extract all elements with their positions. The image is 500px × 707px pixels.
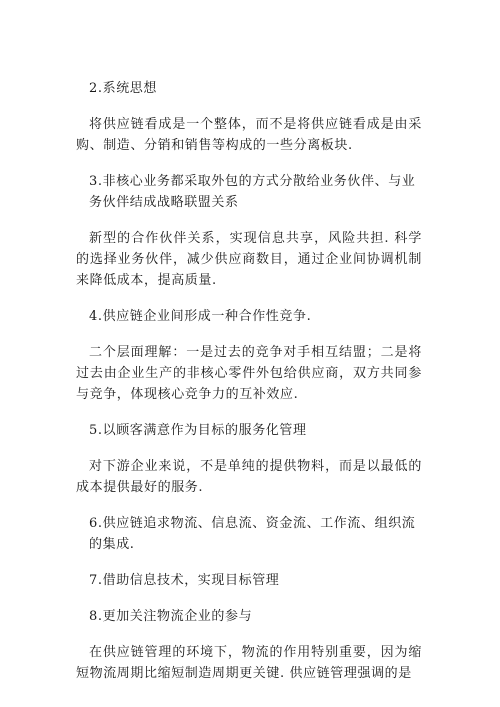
- section-heading-4: 4.供应链企业间形成一种合作性竞争.: [89, 309, 312, 324]
- document-body: [76, 78, 422, 699]
- section-heading-3: 3.非核心业务都采取外包的方式分散给业务伙伴、与业务伙伴结成战略联盟关系: [89, 174, 416, 210]
- section-heading-6: 6.供应链追求物流、信息流、资金流、工作流、组织流的集成.: [89, 516, 416, 552]
- section-heading-8: 8.更加关注物流企业的参与: [89, 609, 253, 624]
- paragraph-customer-service: 对下游企业来说，不是单纯的提供物料，而是以最低的成本提供最好的服务.: [76, 459, 422, 495]
- paragraph-partnership: 新型的合作伙伴关系，实现信息共享，风险共担. 科学的选择业务伙伴，减少供应商数目，通过企业间协调机制来降低成本，提高质量.: [76, 231, 422, 288]
- section-heading-5: 5.以顾客满意作为目标的服务化管理: [89, 423, 307, 438]
- paragraph-logistics: 在供应链管理的环境下，物流的作用特别重要，因为缩短物流周期比缩短制造周期更关键. 供应链管理强调的是: [76, 645, 422, 681]
- paragraph-cooperative-competition: 二个层面理解：一是过去的竞争对手相互结盟；二是将过去由企业生产的非核心零件外包给供应商，双方共同参与竞争，体现核心竞争力的互补效应.: [76, 345, 422, 402]
- paragraph-system-thinking: 将供应链看成是一个整体，而不是将供应链看成是由采购、制造、分销和销售等构成的一些分离板块.: [76, 117, 422, 153]
- section-heading-2: 2.系统思想: [89, 81, 158, 96]
- section-heading-7: 7.借助信息技术，实现目标管理: [89, 573, 280, 588]
